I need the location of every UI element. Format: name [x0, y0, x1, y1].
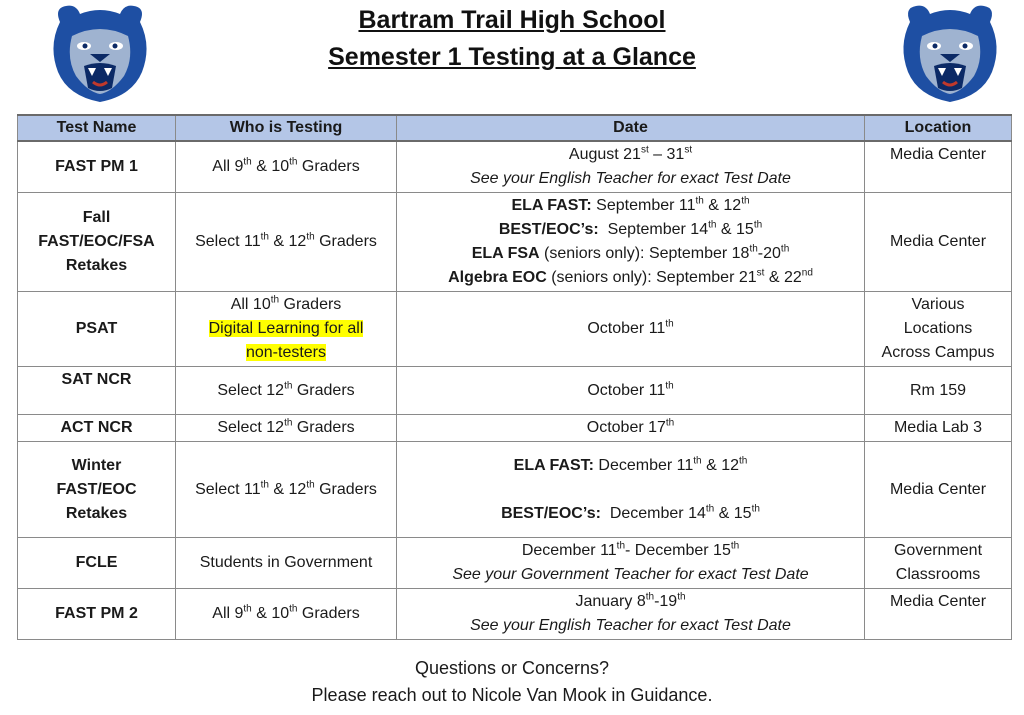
- who-cell: Select 11th & 12th Graders: [176, 193, 397, 292]
- footer-contact-line: Please reach out to Nicole Van Mook in Guidance.: [311, 685, 713, 705]
- highlight-note: non-testers: [245, 344, 327, 361]
- table-header-row: [18, 115, 1012, 141]
- location-cell: Media Center: [865, 193, 1012, 292]
- title-school: Bartram Trail High School: [358, 6, 666, 34]
- test-name-cell: FAST PM 1: [18, 141, 176, 193]
- test-name-cell: Fall FAST/EOC/FSA Retakes: [18, 193, 176, 292]
- table-row: [18, 442, 1012, 538]
- footer-contact: [0, 655, 1024, 709]
- table-row: [18, 367, 1012, 415]
- who-cell: All 10th Graders Digital Learning for all non-testers: [176, 292, 397, 367]
- who-cell: Select 12th Graders: [176, 415, 397, 442]
- footer-question: Questions or Concerns?: [414, 658, 610, 678]
- who-cell: All 9th & 10th Graders: [176, 141, 397, 193]
- column-header-who: Who is Testing: [176, 115, 397, 141]
- column-header-location: Location: [865, 115, 1012, 141]
- test-name-cell: ACT NCR: [18, 415, 176, 442]
- table-row: [18, 292, 1012, 367]
- date-cell: October 11th: [397, 292, 865, 367]
- test-name-cell: SAT NCR: [18, 367, 176, 415]
- test-name-cell: FAST PM 2: [18, 589, 176, 640]
- date-cell: ELA FAST: December 11th & 12th BEST/EOC’s: December 14th & 15th: [397, 442, 865, 538]
- date-cell: ELA FAST: September 11th & 12th BEST/EOC’s: September 14th & 15th ELA FSA (seniors only): September 18th-20th Algebra EOC (seniors only): September 21st & 22nd: [397, 193, 865, 292]
- test-name-cell: FCLE: [18, 538, 176, 589]
- location-cell: Media Center: [865, 141, 1012, 193]
- page-title: [200, 2, 824, 76]
- date-cell: January 8th-19th See your English Teacher for exact Test Date: [397, 589, 865, 640]
- table-row: [18, 538, 1012, 589]
- who-cell: Select 12th Graders: [176, 367, 397, 415]
- location-cell: Various Locations Across Campus: [865, 292, 1012, 367]
- table-row: [18, 589, 1012, 640]
- test-name-cell: Winter FAST/EOC Retakes: [18, 442, 176, 538]
- testing-schedule-table: [17, 114, 1012, 640]
- bear-logo-right-icon: [896, 2, 1004, 104]
- test-name-cell: PSAT: [18, 292, 176, 367]
- location-cell: Government Classrooms: [865, 538, 1012, 589]
- location-cell: Media Lab 3: [865, 415, 1012, 442]
- table-row: [18, 415, 1012, 442]
- title-subtitle: Semester 1 Testing at a Glance: [328, 43, 696, 71]
- location-cell: Media Center: [865, 442, 1012, 538]
- date-cell: October 17th: [397, 415, 865, 442]
- location-cell: Rm 159: [865, 367, 1012, 415]
- date-cell: August 21st – 31st See your English Teacher for exact Test Date: [397, 141, 865, 193]
- highlight-note: Digital Learning for all: [208, 320, 364, 337]
- date-cell: December 11th- December 15th See your Government Teacher for exact Test Date: [397, 538, 865, 589]
- who-cell: Select 11th & 12th Graders: [176, 442, 397, 538]
- date-cell: October 11th: [397, 367, 865, 415]
- who-cell: Students in Government: [176, 538, 397, 589]
- column-header-test-name: Test Name: [18, 115, 176, 141]
- who-cell: All 9th & 10th Graders: [176, 589, 397, 640]
- column-header-date: Date: [397, 115, 865, 141]
- location-cell: Media Center: [865, 589, 1012, 640]
- table-row: [18, 141, 1012, 193]
- table-row: [18, 193, 1012, 292]
- bear-logo-left-icon: [46, 2, 154, 104]
